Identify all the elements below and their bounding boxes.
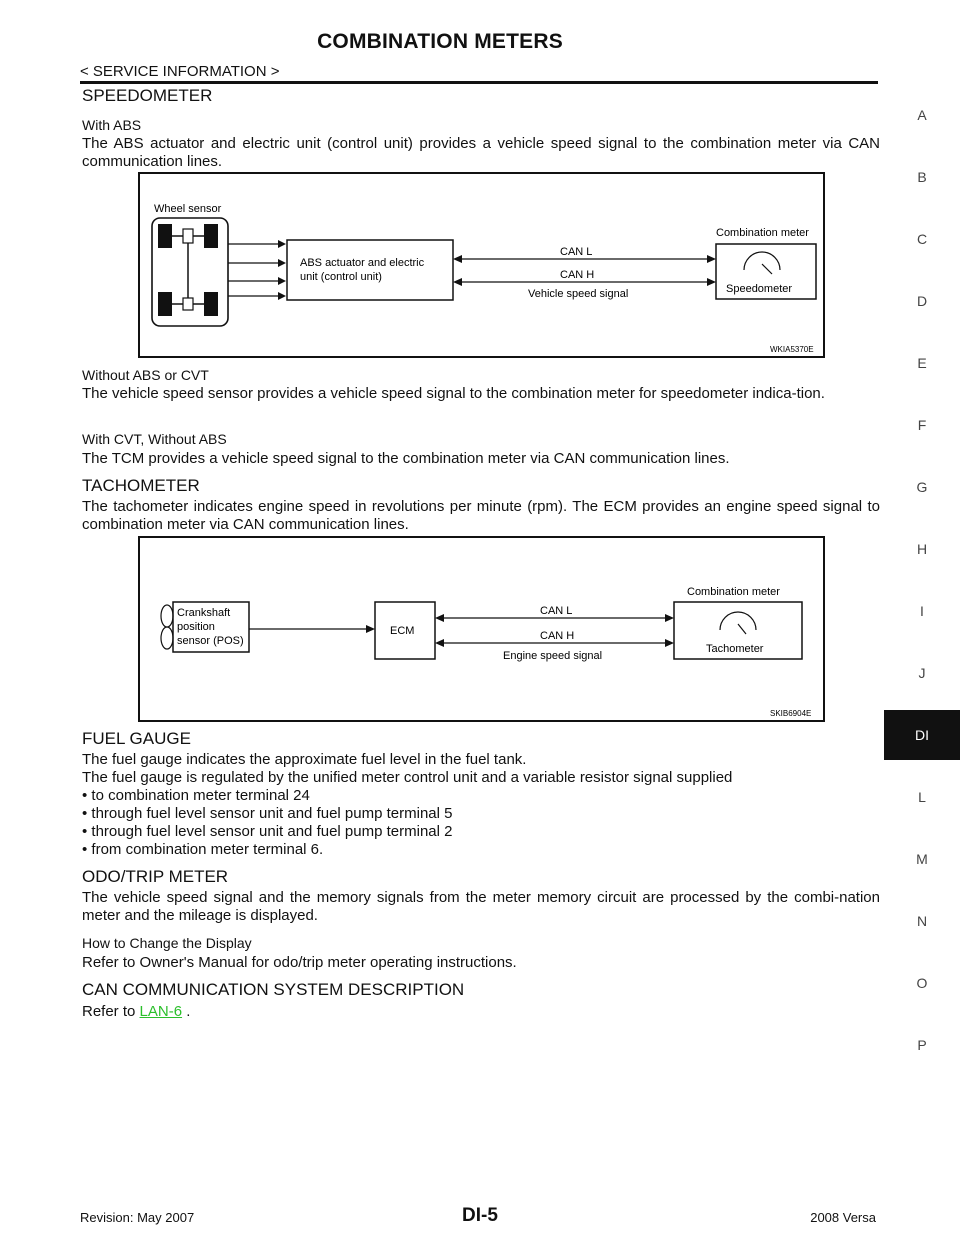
can-h-label-2: CAN H: [540, 630, 575, 642]
without-abs-text: The vehicle speed sensor provides a vehicle speed signal to the combination meter for speedometer indica-tion.: [82, 385, 825, 402]
page-title: COMBINATION METERS: [317, 30, 563, 53]
wheel-sensor-label: Wheel sensor: [154, 203, 222, 215]
fuel-gauge-text-2: The fuel gauge is regulated by the unified meter control unit and a variable resistor signal supplied: [82, 769, 733, 786]
sensor-label-2: position: [177, 621, 215, 633]
speedometer-diagram: [138, 172, 825, 358]
without-abs-heading: Without ABS or CVT: [82, 367, 209, 383]
abs-unit-label-2: unit (control unit): [300, 271, 382, 283]
page-number: DI-5: [462, 1205, 498, 1226]
tab-f[interactable]: F: [917, 417, 927, 433]
wheel-fl-icon: [158, 224, 172, 248]
vehicle-speed-signal-label: Vehicle speed signal: [528, 288, 629, 300]
speedometer-heading: SPEEDOMETER: [82, 86, 213, 105]
combination-meter-label-2: Combination meter: [687, 586, 780, 598]
section-label: < SERVICE INFORMATION >: [80, 63, 280, 80]
speedometer-label: Speedometer: [726, 283, 793, 295]
fuel-gauge-bullets: [82, 787, 880, 859]
header-rule: [80, 81, 878, 84]
tab-j[interactable]: J: [918, 665, 926, 681]
figure-code-2: SKIB6904E: [770, 709, 812, 718]
fuel-gauge-heading: FUEL GAUGE: [82, 729, 191, 748]
lan-6-link[interactable]: LAN-6: [139, 1003, 183, 1020]
sensor-icon: [161, 605, 173, 627]
tab-i[interactable]: I: [920, 603, 924, 619]
abs-unit-box: [287, 240, 453, 300]
list-item: • to combination meter terminal 24: [82, 787, 880, 805]
tab-o[interactable]: O: [916, 975, 928, 991]
can-heading: CAN COMMUNICATION SYSTEM DESCRIPTION: [82, 980, 465, 999]
tab-a[interactable]: A: [917, 107, 927, 123]
model-year: 2008 Versa: [810, 1210, 876, 1225]
can-l-label: CAN L: [560, 246, 593, 258]
tab-e[interactable]: E: [917, 355, 927, 371]
tab-g[interactable]: G: [916, 479, 928, 495]
abs-unit-label-1: ABS actuator and electric: [300, 257, 425, 269]
with-abs-text: The ABS actuator and electric unit (control unit) provides a vehicle speed signal to the combination meter via CAN communication lines.: [82, 135, 880, 170]
wheel-fr-icon: [204, 224, 218, 248]
revision-date: Revision: May 2007: [80, 1210, 195, 1225]
odo-trip-text: The vehicle speed signal and the memory signals from the meter memory circuit are processed by the combi-nation meter and the mileage is displayed.: [82, 889, 880, 924]
can-text: Refer to LAN-6 .: [82, 1003, 191, 1020]
tachometer-label: Tachometer: [706, 643, 764, 655]
tachometer-heading: TACHOMETER: [82, 476, 200, 495]
tab-b[interactable]: B: [917, 169, 927, 185]
sensor-label-1: Crankshaft: [177, 607, 231, 619]
list-item: • through fuel level sensor unit and fuel pump terminal 2: [82, 823, 880, 841]
odo-trip-heading: ODO/TRIP METER: [82, 867, 229, 886]
engine-speed-signal-label: Engine speed signal: [503, 650, 603, 662]
tab-m[interactable]: M: [916, 851, 928, 867]
tachometer-text: The tachometer indicates engine speed in revolutions per minute (rpm). The ECM provides an engine speed signal to combination meter via CAN communication lines.: [82, 498, 880, 533]
with-abs-heading: With ABS: [82, 117, 142, 133]
can-h-label: CAN H: [560, 269, 595, 281]
tachometer-gauge-icon: [720, 612, 756, 630]
tab-p[interactable]: P: [917, 1037, 927, 1053]
tab-h[interactable]: H: [916, 541, 928, 557]
change-display-heading: How to Change the Display: [82, 935, 252, 951]
tab-d[interactable]: D: [916, 293, 928, 309]
wheel-rl-icon: [158, 292, 172, 316]
tab-l[interactable]: L: [918, 789, 926, 805]
combination-meter-label: Combination meter: [716, 227, 809, 239]
tab-di[interactable]: DI: [884, 710, 960, 760]
gauge-icon: [744, 252, 780, 270]
sensor-label-3: sensor (POS): [177, 635, 244, 647]
figure-code: WKIA5370E: [770, 345, 814, 354]
list-item: • from combination meter terminal 6.: [82, 841, 880, 859]
can-l-label-2: CAN L: [540, 605, 573, 617]
tab-c[interactable]: C: [916, 231, 928, 247]
wheel-rr-icon: [204, 292, 218, 316]
ecm-label: ECM: [390, 625, 415, 637]
tab-n[interactable]: N: [916, 913, 928, 929]
tachometer-diagram: [138, 536, 825, 722]
with-cvt-heading: With CVT, Without ABS: [82, 431, 227, 447]
list-item: • through fuel level sensor unit and fuel pump terminal 5: [82, 805, 880, 823]
with-cvt-text: The TCM provides a vehicle speed signal to the combination meter via CAN communication lines.: [82, 450, 730, 467]
fuel-gauge-text-1: The fuel gauge indicates the approximate fuel level in the fuel tank.: [82, 751, 527, 768]
change-display-text: Refer to Owner's Manual for odo/trip meter operating instructions.: [82, 954, 517, 971]
